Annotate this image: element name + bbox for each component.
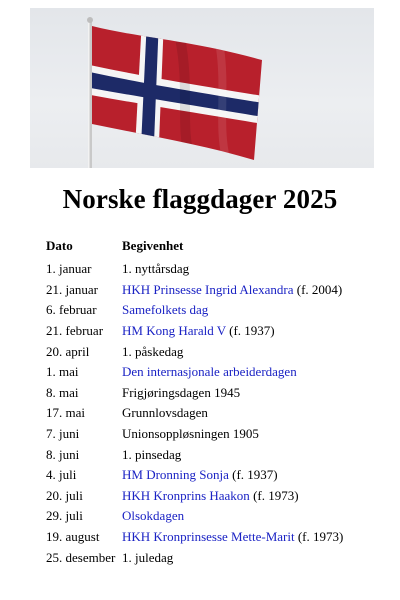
event-cell — [122, 444, 386, 465]
table-row — [46, 465, 386, 486]
date-cell: 6. februar — [46, 302, 97, 318]
event-text: Grunnlovsdagen — [122, 405, 208, 421]
date-cell: 21. februar — [46, 323, 104, 339]
date-cell: 20. april — [46, 343, 90, 359]
event-text: Frigjøringsdagen 1945 — [122, 384, 241, 400]
page-title: Norske flaggdager 2025 — [62, 184, 338, 214]
norway-flag-image — [30, 8, 374, 168]
table-row — [46, 362, 386, 383]
event-cell — [122, 424, 386, 445]
date-cell: 8. mai — [46, 384, 79, 400]
table-row — [46, 321, 386, 342]
date-cell: 4. juli — [46, 467, 77, 483]
event-cell — [122, 362, 386, 383]
date-cell: 25. desember — [46, 549, 116, 565]
table-body — [46, 259, 386, 568]
date-cell: 19. august — [46, 529, 100, 545]
table-row — [46, 403, 386, 424]
event-link[interactable]: HKH Kronprinsesse Mette-Marit — [122, 529, 295, 545]
event-cell — [122, 403, 386, 424]
date-cell: 29. juli — [46, 508, 83, 524]
event-cell — [122, 280, 386, 301]
event-text: (f. 1973) — [249, 487, 299, 503]
event-text: (f. 1937) — [225, 323, 275, 339]
flag-days-table — [46, 238, 386, 568]
table-row — [46, 300, 386, 321]
table-header-row — [46, 238, 386, 259]
event-link[interactable]: Samefolkets dag — [122, 302, 209, 318]
event-link[interactable]: Den internasjonale arbeiderdagen — [122, 364, 297, 380]
table-row — [46, 527, 386, 548]
event-cell — [122, 259, 386, 280]
date-cell: 1. januar — [46, 261, 92, 277]
table-row — [46, 280, 386, 301]
date-cell: 21. januar — [46, 281, 98, 297]
date-cell: 7. juni — [46, 426, 80, 442]
event-text: Unionsoppløsningen 1905 — [122, 426, 259, 442]
event-link[interactable]: HM Kong Harald V — [122, 323, 226, 339]
event-cell — [122, 321, 386, 342]
event-text: 1. juledag — [122, 549, 174, 565]
table-row — [46, 506, 386, 527]
event-cell — [122, 547, 386, 568]
date-cell: 17. mai — [46, 405, 85, 421]
date-cell: 8. juni — [46, 446, 80, 462]
date-cell: 1. mai — [46, 364, 79, 380]
event-text: (f. 1937) — [228, 467, 278, 483]
table-row — [46, 259, 386, 280]
column-header-event: Begivenhet — [122, 238, 184, 253]
event-cell — [122, 341, 386, 362]
event-text: 1. pinsedag — [122, 446, 182, 462]
event-cell — [122, 383, 386, 404]
table-row — [46, 341, 386, 362]
event-text: (f. 2004) — [293, 281, 343, 297]
date-cell: 20. juli — [46, 487, 83, 503]
event-link[interactable]: HKH Prinsesse Ingrid Alexandra — [122, 281, 294, 297]
event-link[interactable]: HKH Kronprins Haakon — [122, 487, 250, 503]
flag-icon — [30, 8, 374, 168]
table-row — [46, 444, 386, 465]
event-cell — [122, 527, 386, 548]
event-cell — [122, 486, 386, 507]
table-row — [46, 424, 386, 445]
event-text: 1. nyttårsdag — [122, 261, 190, 277]
event-link[interactable]: HM Dronning Sonja — [122, 467, 229, 483]
event-cell — [122, 465, 386, 486]
event-link[interactable]: Olsokdagen — [122, 508, 185, 524]
event-cell — [122, 300, 386, 321]
event-cell — [122, 506, 386, 527]
column-header-date: Dato — [46, 238, 73, 253]
table-row — [46, 486, 386, 507]
event-text: 1. påskedag — [122, 343, 184, 359]
table-row — [46, 383, 386, 404]
table-row — [46, 547, 386, 568]
event-text: (f. 1973) — [294, 529, 344, 545]
